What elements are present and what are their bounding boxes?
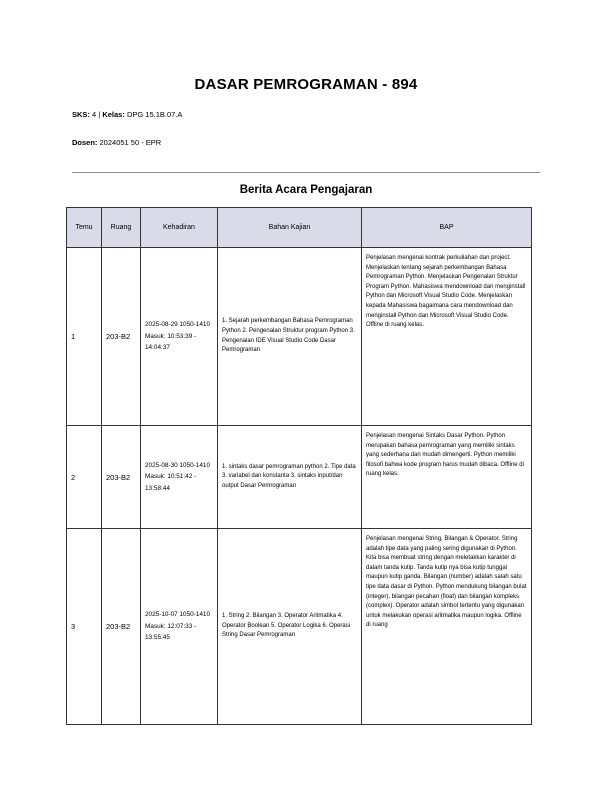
header-bahan-kajian: Bahan Kajian <box>218 208 362 248</box>
divider <box>72 172 540 173</box>
kelas-value: DPG 15.1B.07.A <box>126 110 183 119</box>
masuk-text: Masuk: 12:07:33 - 13:55:45 <box>145 622 197 642</box>
header-bap: BAP <box>362 208 532 248</box>
cell-ruang: 203-B2 <box>102 529 141 725</box>
cell-temu: 1 <box>67 248 102 426</box>
table-row <box>67 248 532 426</box>
header-kehadiran: Kehadiran <box>141 208 218 248</box>
meta-separator: | <box>98 110 101 119</box>
cell-bap: Penjelasan mengenai String, Bilangan & Operator. String adalah tipe data yang paling sering digunakan di Python. Kita bisa membuat string dengan meletakkan karakter di dalam tanda kutip. Tanda kutip nya bisa kutip tunggal maupun kutip ganda. Bilangan (number) adalah salah satu tipe data dasar di Python. Python mendukung bilangan bulat (integer), bilangan pecahan (float) dan bilangan kompleks (complex). Operator adalah simbol tertentu yang digunakan untuk melakukan operasi aritmatika maupun logika. Offline di ruang <box>362 529 532 725</box>
jadwal-text: 2025-08-30 1050-1410 <box>145 461 211 469</box>
header-ruang: Ruang <box>102 208 141 248</box>
table-row <box>67 426 532 529</box>
cell-kehadiran <box>141 529 218 725</box>
dosen-value: 2024051 50 - EPR <box>99 138 162 147</box>
cell-kehadiran <box>141 426 218 529</box>
jadwal-text: 2025-08-29 1050-1410 <box>145 321 211 329</box>
cell-bahan-kajian: 1. String 2. Bilangan 3. Operator Aritmatika 4. Operator Boolean 5. Operator Logika 6. Operasi String Dasar Pemrograman <box>218 529 362 725</box>
course-meta-line <box>72 110 182 120</box>
cell-bap: Penjelasan mengenai Sintaks Dasar Python. Python merupakan bahasa pemrograman yang memiliki sintaks yang sederhana dan mudah dimengerti. Python memiliki filosofi bahwa kode program harus mudah dibaca. Offline di ruang kelas. <box>362 426 532 529</box>
header-temu: Temu <box>67 208 102 248</box>
course-title: DASAR PEMROGRAMAN - 894 <box>194 76 418 93</box>
dosen-label: Dosen: <box>72 138 98 147</box>
table-header-row <box>67 208 532 248</box>
lecturer-line <box>72 138 161 148</box>
sks-value: 4 <box>92 110 97 119</box>
cell-bahan-kajian: 1. Sejarah perkembangan Bahasa Pemrograman Python 2. Pengenalan Struktur program Python 3. Pengenalan IDE Visual Studio Code Dasar Pemrograman <box>218 248 362 426</box>
cell-bap: Penjelasan mengenai kontrak perkuliahan dan project. Menjelaskan tentang sejarah perkembangan Bahasa Pemrograman Python. Menjelaskan Pengenalan Struktur Program Python. Mahasiswa mendownload dan menginstall Python dan Microsoft Visual Studio Code. Menjelaskan kepada Mahasiswa bagaimana cara mendownload dan menginstall Python dan Microsoft Visual Studio Code. Offline di ruang kelas. <box>362 248 532 426</box>
teaching-record-table <box>66 207 532 725</box>
masuk-text: Masuk: 10:53:39 - 14:04:37 <box>145 332 197 352</box>
section-title: Berita Acara Pengajaran <box>239 184 373 196</box>
cell-temu: 3 <box>67 529 102 725</box>
cell-bahan-kajian: 1. sintaks dasar pemrograman python 2. Tipe data 3. variabel dan konstanta 3. sintaks input/dan output Dasar Pemrograman <box>218 426 362 529</box>
cell-temu: 2 <box>67 426 102 529</box>
jadwal-text: 2025-10-07 1050-1410 <box>145 611 211 619</box>
kelas-label: Kelas: <box>102 110 125 119</box>
cell-ruang: 203-B2 <box>102 426 141 529</box>
cell-kehadiran <box>141 248 218 426</box>
table-row <box>67 529 532 725</box>
sks-label: SKS: <box>72 110 90 119</box>
masuk-text: Masuk: 10:51:42 - 13:58:44 <box>145 473 197 492</box>
cell-ruang: 203-B2 <box>102 248 141 426</box>
